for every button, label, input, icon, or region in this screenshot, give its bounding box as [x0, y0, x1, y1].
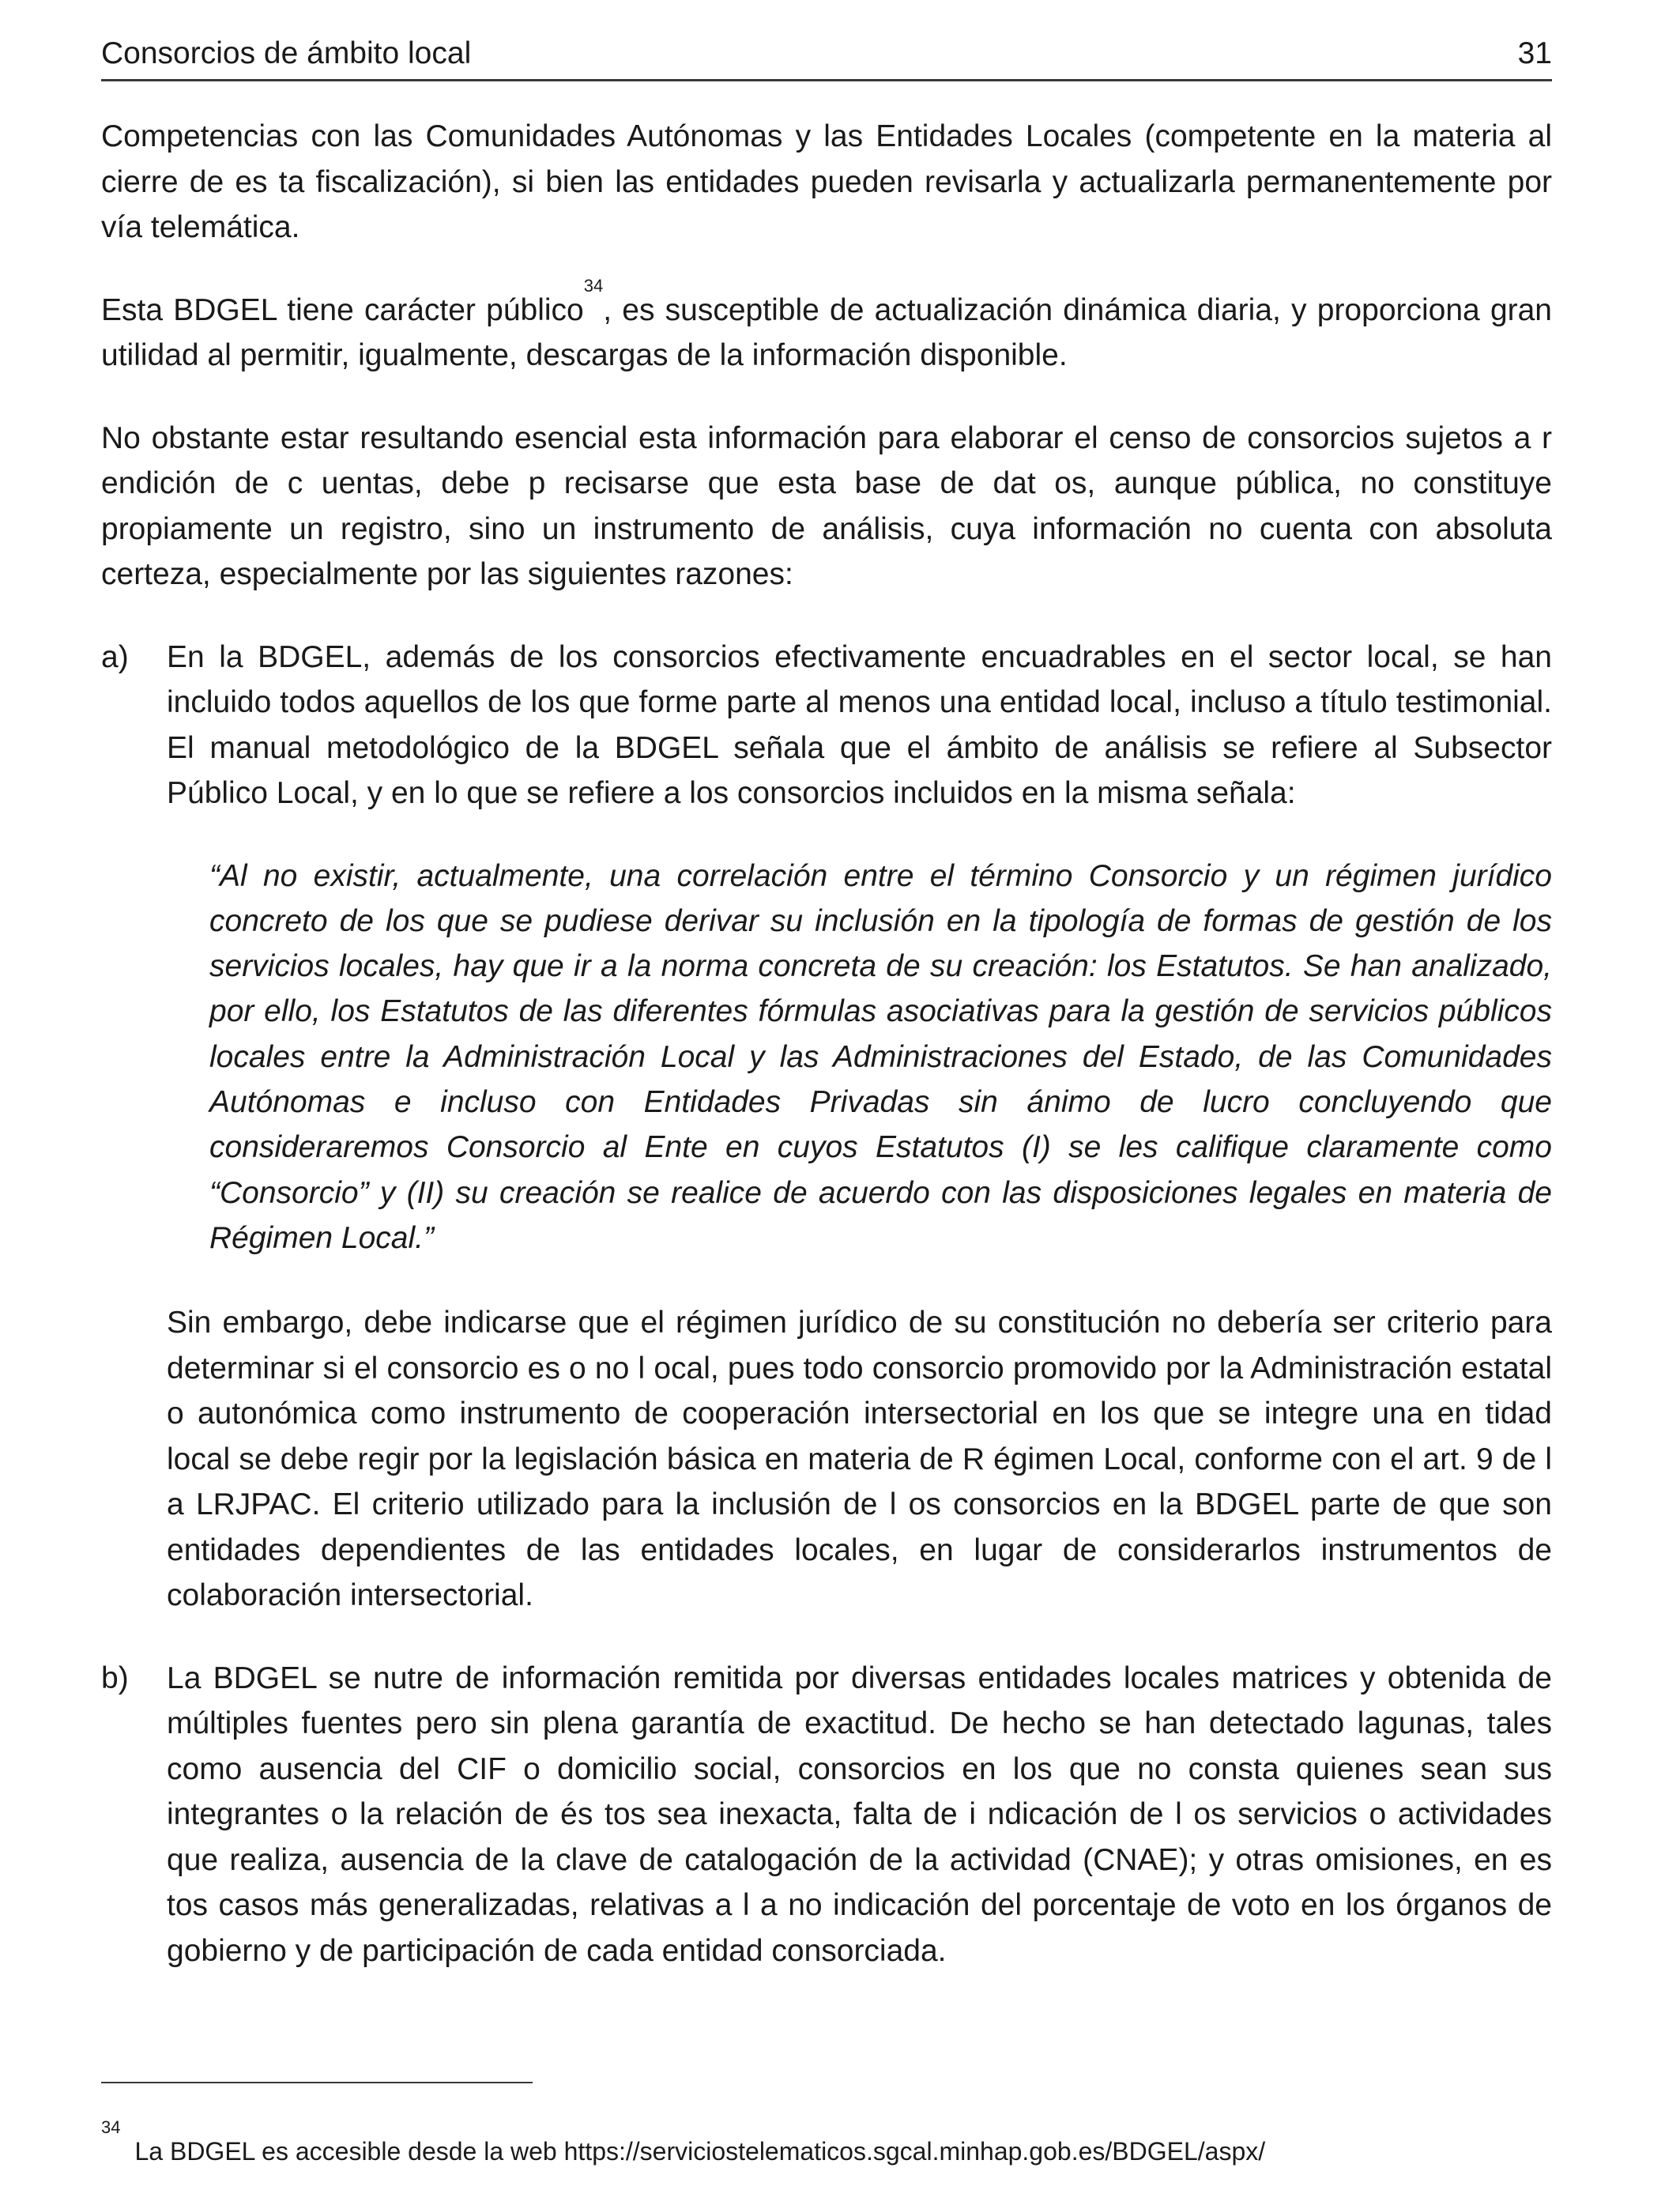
list-item-b: [101, 1656, 1552, 1974]
page-number: 31: [1517, 36, 1552, 70]
header-divider: [101, 79, 1552, 81]
paragraph-competencias: Competencias con las Comunidades Autónomas y las Entidades Locales (competente en la materia al cierre de es ta fiscalización), si bien las entidades pueden revisarla y actualizarla permanentemente por vía telemática.: [101, 119, 1552, 244]
paragraph-text: , es susceptible de actualización dinámica diaria, y proporciona gran utilidad al permitir, igualmente, descargas de la información disponible.: [101, 292, 1553, 372]
list-item-text: En la BDGEL, además de los consorcios efectivamente encuadrables en el sector local, se han incluido todos aquellos de los que forme parte al menos una entidad local, incluso a título testimonial. El manual metodológico de la BDGEL señala que el ámbito de análisis se refiere al Subsector Público Local, y en lo que se refiere a los consorcios incluidos en la misma señala:: [167, 639, 1552, 810]
list-item-content: [167, 635, 1552, 1619]
page-body: [101, 114, 1552, 2011]
list-item-a: [101, 635, 1552, 1619]
list-marker: b): [101, 1661, 129, 1695]
paragraph-bdgel-public: [101, 275, 1553, 379]
list-marker: a): [101, 639, 129, 674]
footnote-text[interactable]: La BDGEL es accesible desde la web https://serviciostelematicos.sgcal.minhap.gob.es/BDGEL/aspx/: [134, 2137, 1266, 2166]
list-item-content: [167, 1656, 1552, 1974]
footnote-number: 34: [101, 2117, 121, 2137]
footnote-reference[interactable]: 34: [583, 275, 604, 296]
page-header: [101, 33, 1552, 74]
block-quote: [209, 854, 1552, 1261]
list-item-followup: Sin embargo, debe indicarse que el régimen jurídico de su constitución no debería ser criterio para determinar si el consorcio es o no l ocal, pues todo consorcio promovido por la Administración estatal o autonómica como instrumento de cooperación intersectorial en los que se integre una en tidad local se debe regir por la legislación básica en materia de R égimen Local, conforme con el art. 9 de l a LRJPAC. El criterio utilizado para la inclusión de l os consorcios en la BDGEL parte de que son entidades dependientes de las entidades locales, en lugar de considerarlos instrumentos de colaboración intersectorial.: [167, 1306, 1552, 1613]
paragraph-text: Esta BDGEL tiene carácter público: [101, 292, 584, 327]
quote-text: “Al no existir, actualmente, una correlación entre el término Consorcio y un régimen jurídico concreto de los que se pudiese derivar su inclusión en la tipología de formas de gestión de los servicios locales, hay que ir a la norma concreta de su creación: los Estatutos. Se han analizado, por ello, los Estatutos de las diferentes fórmulas asociativas para la gestión de servicios públicos locales entre la Administración Local y las Administraciones del Estado, de las Comunidades Autónomas e incluso con Entidades Privadas sin ánimo de lucro concluyendo que consideraremos Consorcio al Ente en cuyos Estatutos (I) se les califique claramente como “Consorcio” y (II) su creación se realice de acuerdo con las disposiciones legales en materia de Régimen Local.”: [209, 858, 1552, 1255]
paragraph-no-obstante: No obstante estar resultando esencial esta información para elaborar el censo de consorcios sujetos a r endición de c uentas, debe p recisarse que esta base de dat os, aunque pública, no constituye propiamente un registro, sino un instrumento de análisis, cuya información no cuenta con absoluta certeza, especialmente por las siguientes razones:: [101, 420, 1552, 591]
footnote-divider: [101, 2082, 533, 2083]
running-title: Consorcios de ámbito local: [101, 36, 472, 70]
footnote: [101, 2117, 1552, 2169]
list-item-text: La BDGEL se nutre de información remitida por diversas entidades locales matrices y obtenida de múltiples fuentes pero sin plena garantía de exactitud. De hecho se han detectado lagunas, tales como ausencia del CIF o domicilio social, consorcios en los que no consta quienes sean sus integrantes o la relación de és tos sea inexacta, falta de i ndicación de l os servicios o actividades que realiza, ausencia de la clave de catalogación de la actividad (CNAE); y otras omisiones, en es tos casos más generalizadas, relativas a l a no indicación del porcentaje de voto en los órganos de gobierno y de participación de cada entidad consorciada.: [167, 1661, 1552, 1968]
document-page: [101, 0, 1552, 2194]
